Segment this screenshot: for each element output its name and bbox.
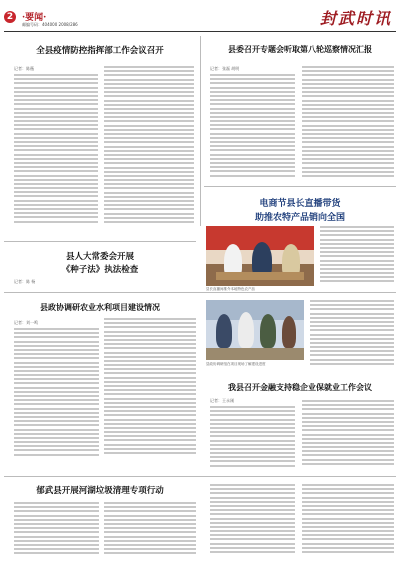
article-headline: 县政协调研农业水利项目建设情况: [40, 302, 160, 312]
livestream-photo: [206, 226, 314, 286]
article-headline: 电商节县长直播带货: [259, 199, 341, 209]
header-rule: [4, 31, 396, 32]
article-body: [210, 484, 295, 562]
photo-caption: 县政协调研组在项目现场了解建设进度: [206, 362, 266, 366]
article-headline: 县人大常委会开展: [65, 252, 134, 262]
article-subheadline: 助推农特产品销向全国: [254, 213, 345, 223]
article-byline: 记者：张磊 胡明: [210, 66, 240, 71]
article-headline: 县委召开专题会听取第八轮巡察情况汇报: [228, 44, 372, 54]
article-byline: 记者：刘一鸣: [14, 320, 38, 325]
article-headline: 全县疫情防控指挥部工作会议召开: [36, 46, 164, 56]
article-body: [310, 300, 394, 372]
section-divider: [4, 292, 396, 293]
article-body: [302, 400, 394, 472]
article-body: [104, 318, 196, 468]
article-body: [302, 484, 394, 562]
article-body: [210, 74, 295, 184]
article-body: [104, 66, 194, 234]
column-divider: [200, 36, 201, 226]
masthead: [0, 0, 400, 30]
article-body: [14, 502, 99, 562]
section-label: ·要闻·: [22, 13, 47, 23]
article-headline: 郁武县开展河湖垃圾清理专项行动: [36, 486, 164, 496]
article-body: [302, 66, 394, 184]
article-byline: 记者：陈薇: [14, 66, 34, 71]
section-divider: [4, 241, 196, 242]
article-body: [210, 406, 295, 472]
article-headline: 我县召开金融支持稳企业保就业工作会议: [228, 382, 372, 392]
section-divider: [204, 186, 396, 187]
photo-caption: 县长直播间推介本地特色农产品: [206, 287, 255, 291]
meeting-photo: [206, 300, 304, 360]
article-body: [14, 328, 99, 468]
article-subheadline: 《种子法》执法检查: [61, 265, 139, 275]
article-byline: 记者：王永刚: [210, 398, 234, 403]
issue-meta: 邮编号码：404000 2008/286: [22, 22, 78, 27]
newspaper-logo: 封武时讯: [319, 9, 392, 28]
section-divider: [4, 476, 396, 477]
page-number: 2: [4, 11, 16, 23]
article-body: [104, 502, 196, 562]
article-body: [14, 74, 98, 234]
article-body: [320, 226, 394, 288]
article-byline: 记者：陈 杨: [14, 279, 36, 284]
